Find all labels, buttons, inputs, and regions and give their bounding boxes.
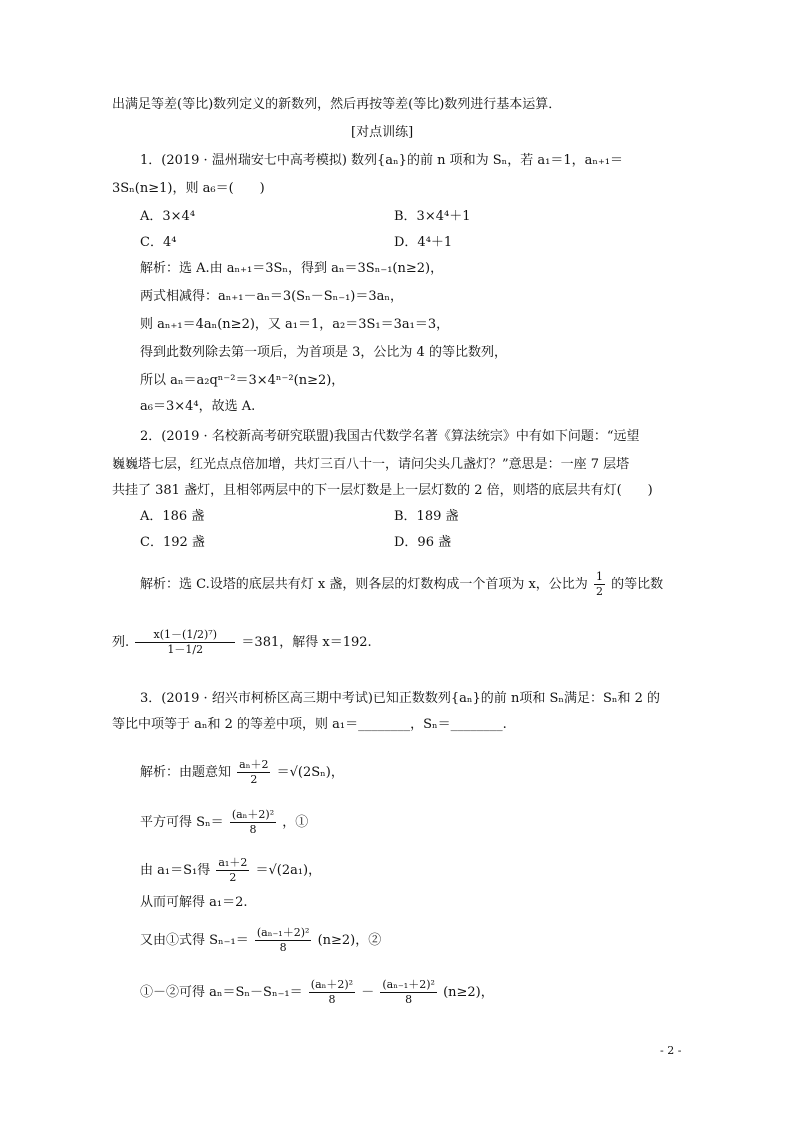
q3-step-1-prefix: 解析：由题意知 (140, 765, 232, 780)
q2-solution-1-text-a: 解析：选 C.设塔的底层共有灯 x 盏，则各层的灯数构成一个首项为 x，公比为 (140, 577, 588, 592)
q3-step-6 (140, 978, 494, 1007)
q3-step-1-suffix: ＝√(2Sₙ)， (276, 765, 344, 780)
q3-step-2 (140, 808, 308, 837)
q1-solution-6: a₆＝3×4⁴，故选 A. (140, 399, 256, 414)
fraction-numerator: 1 (595, 570, 603, 583)
fraction (230, 808, 276, 837)
q1-solution-4: 得到此数列除去第一项后，为首项是 3，公比为 4 的等比数列， (140, 345, 507, 360)
fraction-numerator: (aₙ₋₁＋2)² (382, 978, 435, 991)
fraction-denominator: 2 (250, 773, 258, 786)
q1-line2: 3Sₙ(n≥1)，则 a₆＝( ) (112, 181, 265, 196)
q3-step-5-suffix: (n≥2)，② (317, 933, 382, 948)
q3-step-2-suffix: ，① (282, 815, 309, 830)
section-heading: [对点训练] (351, 125, 414, 140)
q2-solution-2-prefix: 列. (112, 635, 130, 650)
fraction (380, 978, 437, 1007)
q2-option-b: B．189 盏 (394, 509, 459, 524)
q2-line3: 共挂了 381 盏灯，且相邻两层中的下一层灯数是上一层灯数的 2 倍，则塔的底层共有灯( ) (112, 483, 653, 498)
fraction-denominator: 1－1/2 (167, 643, 204, 656)
fraction-denominator: 8 (279, 941, 287, 954)
q3-line2: 等比中项等于 aₙ和 2 的等差中项，则 a₁＝________，Sₙ＝________. (112, 717, 507, 732)
fraction-denominator: 8 (405, 993, 413, 1006)
fraction-numerator: (aₙ＋2)² (310, 978, 354, 991)
fraction-denominator: 2 (229, 871, 237, 884)
q3-step-6-prefix: ①－②可得 aₙ＝Sₙ－Sₙ₋₁＝ (140, 985, 303, 1000)
fraction (255, 926, 312, 955)
fraction-denominator: 8 (249, 823, 257, 836)
page-number: - 2 - (660, 1044, 682, 1057)
q3-step-3-prefix: 由 a₁＝S₁得 (140, 863, 211, 878)
q2-option-c: C．192 盏 (140, 535, 205, 550)
q1-option-a: A．3×4⁴ (140, 209, 196, 224)
q1-option-b: B．3×4⁴＋1 (394, 209, 471, 224)
q3-step-6-suffix: (n≥2)， (443, 985, 494, 1000)
q2-option-a: A．186 盏 (140, 509, 205, 524)
fraction-half (594, 570, 605, 599)
q3-step-3 (140, 856, 321, 885)
q3-step-2-prefix: 平方可得 Sₙ＝ (140, 815, 224, 830)
q1-solution-3: 则 aₙ₊₁＝4aₙ(n≥2)，又 a₁＝1，a₂＝3S₁＝3a₁＝3， (140, 317, 450, 332)
q2-solution-1-text-b: 的等比数 (611, 577, 664, 592)
fraction-numerator: (aₙ₋₁＋2)² (256, 926, 310, 939)
fraction (237, 758, 270, 787)
fraction-numerator: x(1－(1/2)⁷) (135, 628, 235, 643)
q3-step-5-prefix: 又由①式得 Sₙ₋₁＝ (140, 933, 249, 948)
fraction-numerator: (aₙ＋2)² (231, 808, 275, 821)
q1-solution-5: 所以 aₙ＝a₂qⁿ⁻²＝3×4ⁿ⁻²(n≥2)， (140, 373, 345, 388)
q3-step-4: 从而可解得 a₁＝2. (140, 895, 248, 910)
q2-option-d: D．96 盏 (394, 535, 452, 550)
fraction-numerator: aₙ＋2 (239, 758, 269, 771)
q1-solution-2: 两式相减得：aₙ₊₁－aₙ＝3(Sₙ－Sₙ₋₁)＝3aₙ， (140, 289, 404, 304)
q3-step-3-suffix: ＝√(2a₁)， (255, 863, 322, 878)
q3-line1: 3．(2019 · 绍兴市柯桥区高三期中考试)已知正数数列{aₙ}的前 n项和 Sₙ满足：Sₙ和 2 的 (140, 691, 661, 706)
q2-solution-2-suffix: ＝381，解得 x＝192. (241, 635, 372, 650)
minus-sign: － (361, 985, 375, 1000)
q3-step-5 (140, 926, 381, 955)
fraction-denominator: 2 (595, 585, 603, 598)
fraction-denominator: 8 (328, 993, 336, 1006)
geometric-sum-fraction (135, 628, 235, 657)
fraction-numerator: a₁＋2 (218, 856, 248, 869)
q1-option-d: D．4⁴＋1 (394, 235, 453, 250)
q2-solution-2 (112, 628, 372, 657)
fraction (216, 856, 249, 885)
fraction (309, 978, 355, 1007)
q2-solution-1 (140, 570, 663, 599)
intro-text: 出满足等差(等比)数列定义的新数列，然后再按等差(等比)数列进行基本运算． (112, 97, 562, 112)
q1-solution-1: 解析：选 A.由 aₙ₊₁＝3Sₙ，得到 aₙ＝3Sₙ₋₁(n≥2)， (140, 261, 444, 276)
q2-line1: 2．(2019 · 名校新高考研究联盟)我国古代数学名著《算法统宗》中有如下问题：“远望 (140, 429, 640, 444)
q1-option-c: C．4⁴ (140, 235, 177, 250)
q1-line1: 1．(2019 · 温州瑞安七中高考模拟) 数列{aₙ}的前 n 项和为 Sₙ，若 a₁＝1，aₙ₊₁＝ (140, 153, 624, 168)
q3-step-1 (140, 758, 344, 787)
q2-line2: 巍巍塔七层，红光点点倍加增，共灯三百八十一，请问尖头几盏灯？”意思是：一座 7 层塔 (112, 457, 630, 472)
